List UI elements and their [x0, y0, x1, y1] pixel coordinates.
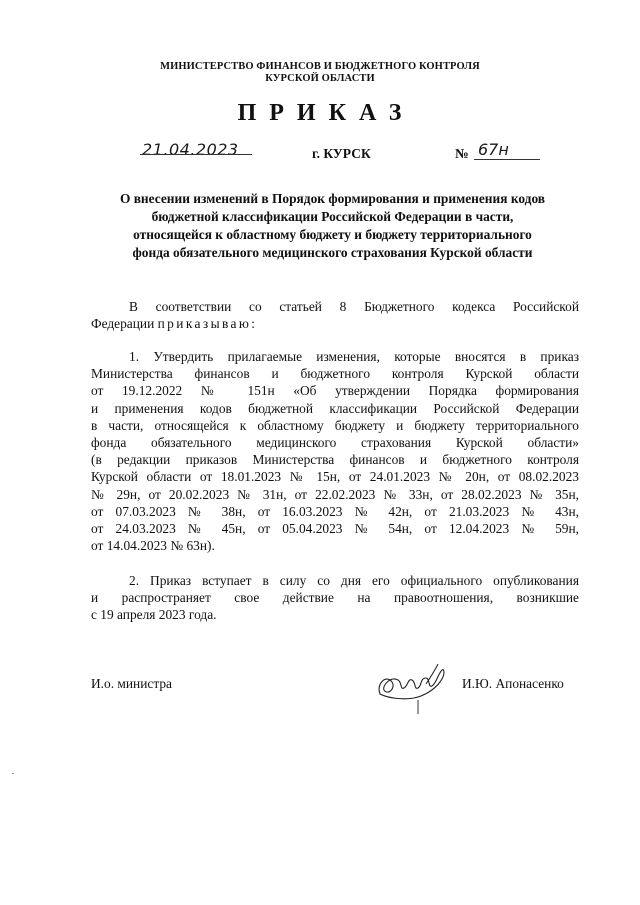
body-line: и распространяет свое действие на правоотношения, возникшие	[91, 590, 579, 606]
signatory-name: И.Ю. Апонасенко	[462, 676, 564, 691]
body-line: 2. Приказ вступает в силу со дня его официального опубликования	[129, 573, 579, 588]
body-line: от 14.04.2023 № 63н).	[91, 538, 215, 554]
subject-line: фонда обязательного медицинского страхования Курской области	[132, 245, 533, 260]
body-line: 1. Утвердить прилагаемые изменения, которые вносятся в приказ	[129, 349, 579, 364]
body-line: Министерства финансов и бюджетного контроля Курской области	[91, 366, 579, 382]
document-number: 67н	[478, 140, 509, 159]
body-line: фонда обязательного медицинского страхования Курской области»	[91, 434, 579, 450]
body-line: от 24.03.2023 № 45н, от 05.04.2023 № 54н, от 12.04.2023 № 59н,	[91, 520, 579, 536]
body-line: от 19.12.2022 № 151н «Об утверждении Порядка формирования	[91, 383, 579, 399]
subject-line: О внесении изменений в Порядок формирования и применения кодов	[119, 191, 546, 206]
document-date: 21.04.2023	[142, 140, 239, 159]
document-subject	[80, 190, 585, 262]
subject-line: относящейся к областному бюджету и бюджету территориального	[133, 227, 532, 242]
order-word: приказываю:	[157, 316, 258, 332]
body-line: от 07.03.2023 № 38н, от 16.03.2023 № 42н, от 21.03.2023 № 43н,	[91, 503, 579, 519]
document-title: ПРИКАЗ	[237, 100, 415, 126]
scan-mark	[12, 773, 14, 774]
signatory-title: И.о. министра	[91, 676, 172, 691]
body-line: и применения кодов бюджетной классификации Российской Федерации	[91, 400, 579, 416]
body-line: (в редакции приказов Министерства финансов и бюджетного контроля	[91, 452, 579, 468]
ministry-name-line1: МИНИСТЕРСТВО ФИНАНСОВ И БЮДЖЕТНОГО КОНТРОЛЯ	[160, 61, 480, 72]
date-underline	[140, 154, 252, 155]
number-underline	[474, 159, 540, 160]
document-number-sign: №	[455, 146, 469, 161]
ministry-name-line2: КУРСКОЙ ОБЛАСТИ	[265, 73, 375, 84]
body-line: В соответствии со статьей 8 Бюджетного кодекса Российской	[129, 299, 579, 314]
body-line: Курской области от 18.01.2023 № 15н, от 24.01.2023 № 20н, от 08.02.2023	[91, 469, 579, 485]
body-line: с 19 апреля 2023 года.	[91, 607, 217, 623]
handwritten-signature	[374, 660, 450, 716]
body-line: № 29н, от 20.02.2023 № 31н, от 22.02.2023 № 33н, от 28.02.2023 № 35н,	[91, 486, 579, 502]
paragraph-item-2	[91, 572, 579, 624]
body-line: в части, относящейся к областному бюджету и бюджету территориального	[91, 417, 579, 433]
body-text: Федерации	[91, 316, 155, 332]
subject-line: бюджетной классификации Российской Федерации в части,	[151, 209, 514, 224]
paragraph-preamble	[91, 298, 579, 332]
document-city: г. КУРСК	[312, 146, 371, 161]
paragraph-item-1	[91, 348, 579, 554]
body-line	[91, 315, 579, 332]
